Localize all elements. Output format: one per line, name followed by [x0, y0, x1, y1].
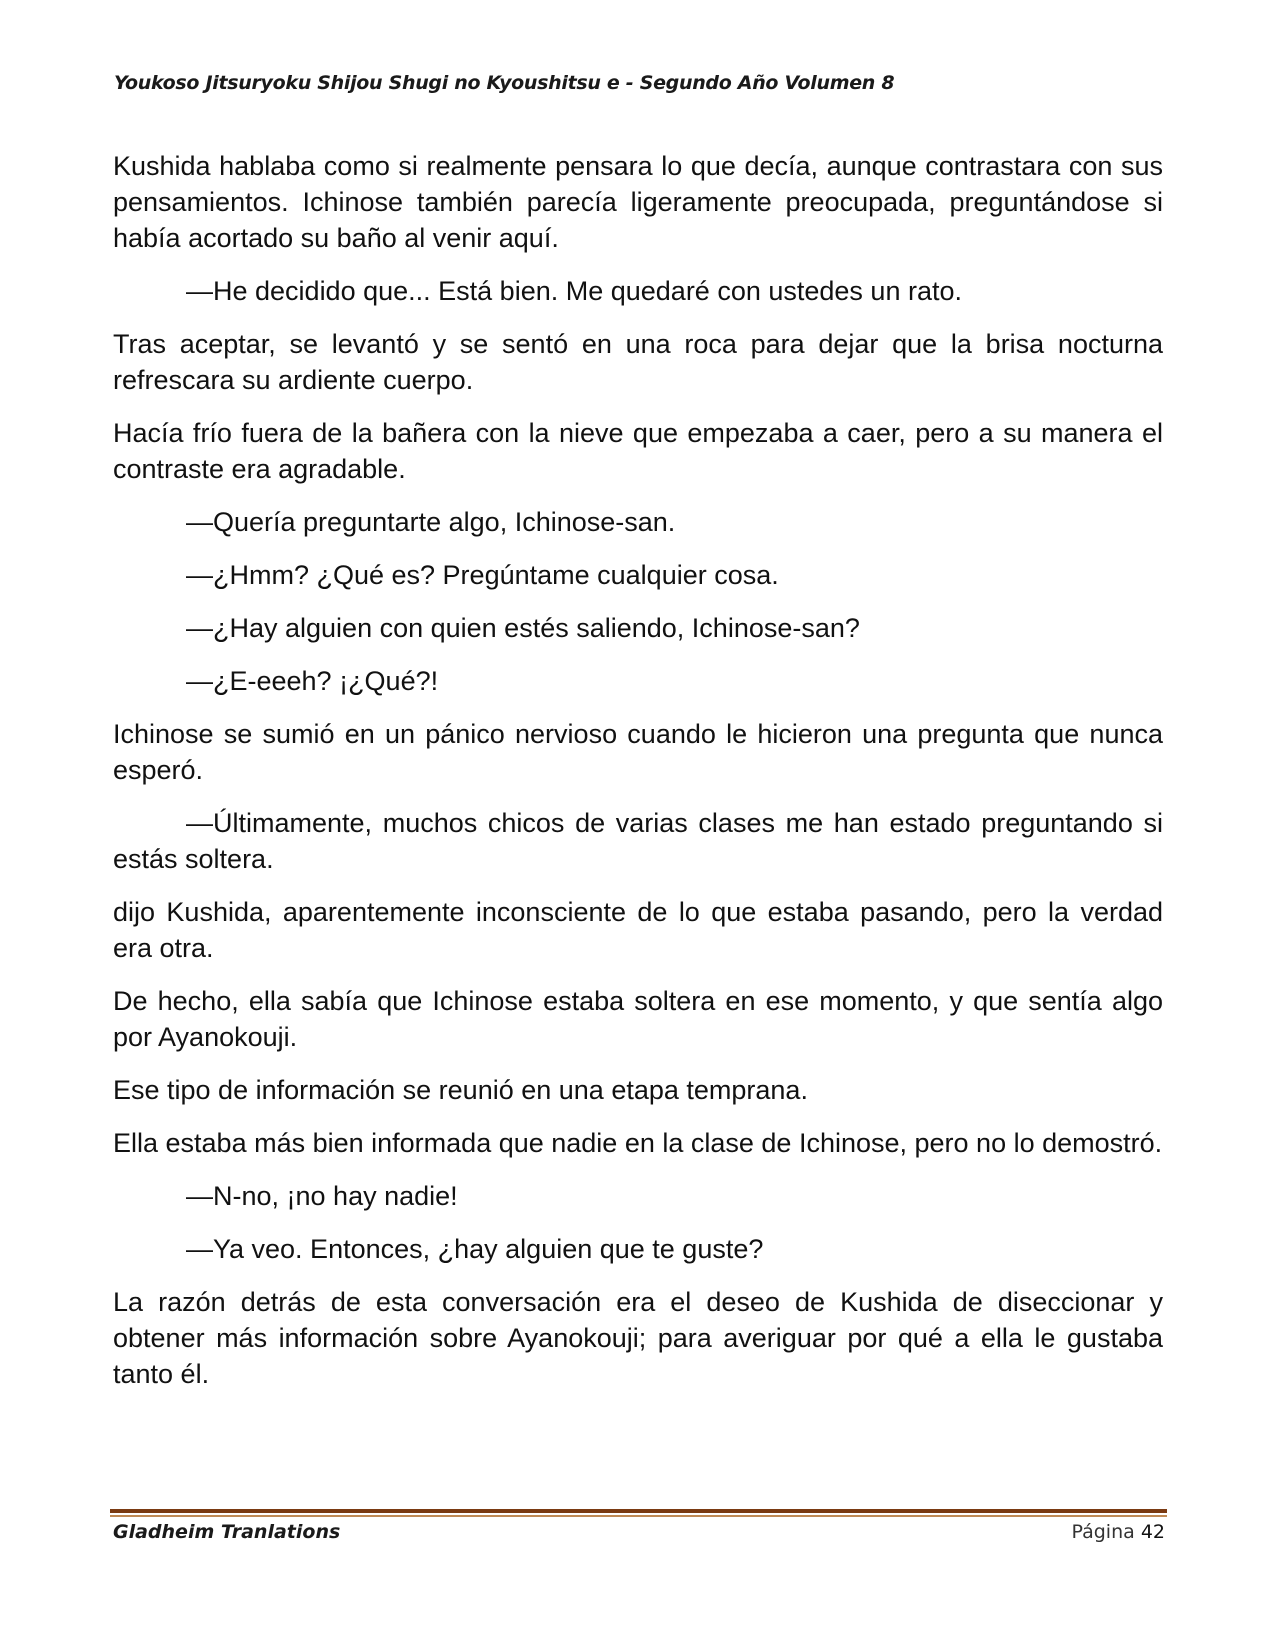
narrative-paragraph: De hecho, ella sabía que Ichinose estaba soltera en ese momento, y que sentía algo por Ayanokouji.	[113, 986, 1163, 1052]
dialogue-paragraph: —Quería preguntarte algo, Ichinose-san.	[186, 507, 676, 537]
footer-page-indicator	[1071, 1521, 1165, 1543]
narrative-paragraph: Ella estaba más bien informada que nadie en la clase de Ichinose, pero no lo demostró.	[113, 1128, 1163, 1158]
narrative-paragraph: Kushida hablaba como si realmente pensara lo que decía, aunque contrastara con sus pensamientos. Ichinose también parecía ligeramente preocupada, preguntándose si había acortado su baño al venir aquí.	[113, 151, 1163, 253]
dialogue-paragraph: —N-no, ¡no hay nadie!	[186, 1181, 458, 1211]
page-header-title: Youkoso Jitsuryoku Shijou Shugi no Kyoushitsu e - Segundo Año Volumen 8	[114, 72, 895, 94]
dialogue-paragraph: —¿Hmm? ¿Qué es? Pregúntame cualquier cosa.	[186, 560, 779, 590]
footer-page-label: Página	[1071, 1521, 1135, 1543]
narrative-paragraph: Hacía frío fuera de la bañera con la nieve que empezaba a caer, pero a su manera el contraste era agradable.	[113, 418, 1163, 484]
dialogue-paragraph: —Ya veo. Entonces, ¿hay alguien que te guste?	[186, 1234, 764, 1264]
narrative-paragraph: Ichinose se sumió en un pánico nervioso cuando le hicieron una pregunta que nunca esperó.	[113, 719, 1163, 785]
narrative-paragraph: Ese tipo de información se reunió en una etapa temprana.	[113, 1075, 808, 1105]
footer-divider-thin	[110, 1515, 1167, 1517]
footer-translator: Gladheim Tranlations	[113, 1521, 341, 1543]
dialogue-paragraph: —¿E-eeeh? ¡¿Qué?!	[186, 666, 439, 696]
dialogue-paragraph: —He decidido que... Está bien. Me quedaré con ustedes un rato.	[186, 276, 962, 306]
narrative-paragraph: Tras aceptar, se levantó y se sentó en una roca para dejar que la brisa nocturna refrescara su ardiente cuerpo.	[113, 329, 1163, 395]
footer-page-number: 42	[1140, 1521, 1165, 1543]
dialogue-paragraph: —Últimamente, muchos chicos de varias clases me han estado preguntando si estás soltera.	[113, 808, 1163, 874]
dialogue-paragraph: —¿Hay alguien con quien estés saliendo, Ichinose-san?	[186, 613, 860, 643]
page-body	[113, 148, 1163, 1409]
narrative-paragraph: La razón detrás de esta conversación era el deseo de Kushida de diseccionar y obtener más información sobre Ayanokouji; para averiguar por qué a ella le gustaba tanto él.	[113, 1287, 1163, 1389]
narrative-paragraph: dijo Kushida, aparentemente inconsciente de lo que estaba pasando, pero la verdad era otra.	[113, 897, 1163, 963]
